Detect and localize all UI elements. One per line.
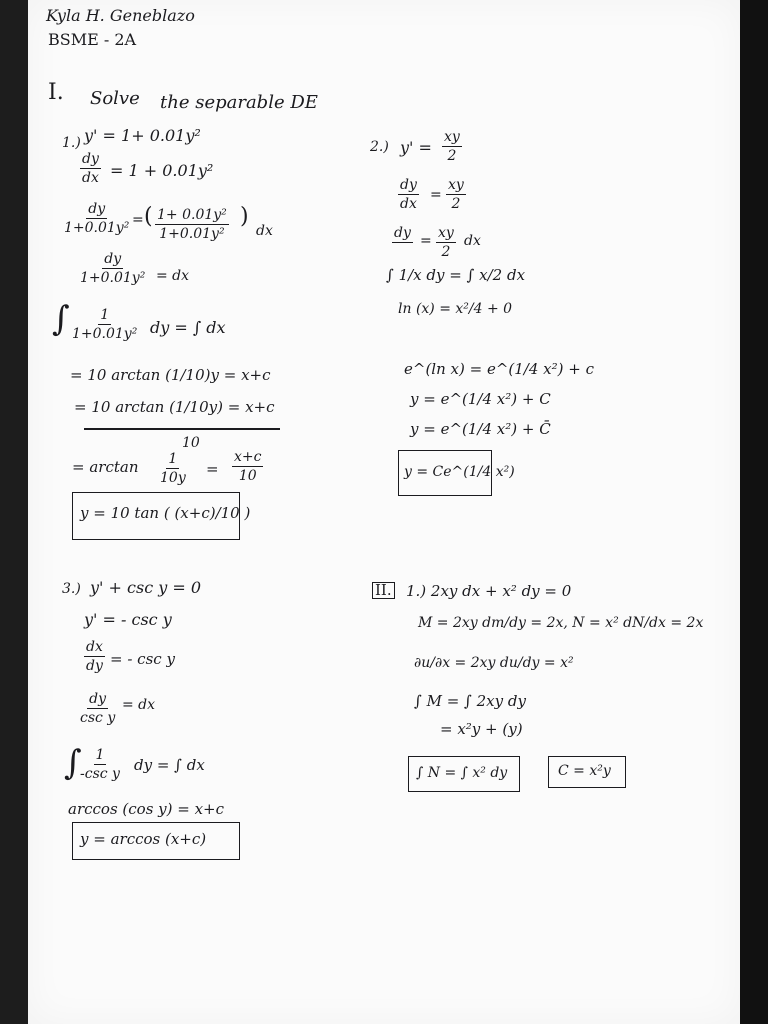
problem-3-step3-fraction: $\frac{dx}{dy}$ bbox=[85, 639, 103, 674]
problem-1-step3-equals: = bbox=[132, 212, 144, 228]
problem-1-equation: y' = 1+ 0.01y² bbox=[84, 126, 201, 145]
part-two-step3: ∂u/∂x = 2xy du/dy = x² bbox=[414, 655, 574, 671]
part-two-step5: = x²y + (y) bbox=[440, 720, 523, 738]
student-name: Kyla H. Geneblazo bbox=[46, 6, 195, 25]
part-two-box-2-text: C = x²y bbox=[558, 763, 611, 779]
problem-3-step6: arccos (cos y) = x+c bbox=[68, 800, 225, 818]
problem-2-step3-dx: dx bbox=[464, 233, 481, 249]
problem-1-step8-lhs: = arctan bbox=[72, 458, 139, 476]
problem-1-label: 1.) bbox=[62, 135, 81, 151]
problem-2-step7: y = e^(1/4 x²) + C bbox=[410, 390, 551, 408]
background-left-edge bbox=[0, 0, 28, 1024]
part-two-step4: ∫ M = ∫ 2xy dy bbox=[414, 692, 526, 710]
part-one-heading-rest: the separable DE bbox=[160, 92, 318, 113]
problem-3-answer: y = arccos (x+c) bbox=[80, 830, 207, 848]
problem-2-step3-equals: = bbox=[420, 233, 432, 249]
problem-2-equation-lhs: y' = bbox=[400, 138, 432, 157]
problem-2-step2-fraction: $\frac{dy}{dx}$ bbox=[400, 177, 417, 212]
problem-3-step3-rhs: = - csc y bbox=[110, 650, 175, 668]
problem-3-integral-sign: ∫ bbox=[64, 743, 82, 783]
problem-2-step4: ∫ 1/x dy = ∫ x/2 dx bbox=[386, 266, 526, 284]
background-right-edge bbox=[740, 0, 768, 1024]
problem-2-step2-equals: = bbox=[430, 187, 442, 203]
problem-1-step2-rhs: = 1 + 0.01y² bbox=[110, 161, 214, 180]
problem-1-step3-paren-left: ( bbox=[144, 204, 153, 229]
problem-3-step5-fraction: 1 -csc y bbox=[80, 747, 120, 782]
problem-2-equation-fraction: $\frac{xy}{2}$ bbox=[444, 129, 460, 164]
part-two-label: II. bbox=[372, 582, 395, 599]
problem-1-step8-rhs-fraction: $\frac{x+c}{10}$ bbox=[234, 449, 262, 484]
problem-3-step5-rhs: dy = ∫ dx bbox=[134, 756, 205, 774]
problem-2-answer: y = Ce^(1/4 x²) bbox=[404, 464, 515, 480]
problem-2-step3-fraction: dy bbox=[394, 225, 411, 241]
part-one-instruction: Solve bbox=[90, 88, 140, 109]
part-two-step2: M = 2xy dm/dy = 2x, N = x² dN/dx = 2x bbox=[418, 615, 704, 631]
problem-2-step5: ln (x) = x²/4 + 0 bbox=[398, 301, 513, 317]
part-one-label: I. bbox=[48, 80, 64, 105]
part-two-equation: 1.) 2xy dx + x² dy = 0 bbox=[406, 582, 572, 600]
problem-1-step6: = 10 arctan (1/10)y = x+c bbox=[70, 366, 271, 384]
problem-1-division-line bbox=[84, 428, 280, 430]
problem-1-step3-dx: dx bbox=[256, 223, 273, 239]
problem-2-step6: e^(ln x) = e^(1/4 x²) + c bbox=[404, 360, 594, 378]
student-section: BSME - 2A bbox=[48, 30, 137, 49]
part-two-box-1-text: ∫ N = ∫ x² dy bbox=[416, 765, 508, 781]
problem-1-step4-fraction: $\frac{dy}{\text{1+0.01y²}}$ bbox=[80, 251, 146, 286]
problem-1-division-denominator: 10 bbox=[182, 435, 200, 451]
problem-1-step3-inner: $\frac{\text{1+ 0.01y²}}{\text{1+0.01y²}}$ bbox=[157, 207, 227, 242]
problem-1-answer: y = 10 tan ( (x+c)/10 ) bbox=[80, 504, 251, 522]
problem-2-step3-rhs: $\frac{xy}{2}$ bbox=[438, 225, 454, 260]
problem-1-step7: = 10 arctan (1/10y) = x+c bbox=[74, 398, 275, 416]
problem-3-equation: y' + csc y = 0 bbox=[90, 578, 202, 597]
problem-1-integral-sign: ∫ bbox=[52, 299, 70, 339]
problem-1-step8-equals: = bbox=[206, 460, 219, 478]
problem-1-step5-rhs: dy = ∫ dx bbox=[150, 318, 226, 337]
problem-2-step8: y = e^(1/4 x²) + C̄ bbox=[410, 420, 551, 438]
problem-3-step4-fraction: dy csc y bbox=[80, 691, 116, 726]
problem-3-step2: y' = - csc y bbox=[84, 610, 172, 629]
problem-1-step3-lhs: $\frac{dy}{\text{1+0.01y²}}$ bbox=[64, 201, 130, 236]
problem-1-step2-fraction: $\frac{dy}{dx}$ bbox=[82, 151, 99, 186]
problem-2-label: 2.) bbox=[370, 139, 389, 155]
problem-1-step4-rhs: = dx bbox=[156, 268, 190, 284]
problem-1-step3-paren-right: ) bbox=[240, 204, 249, 229]
problem-3-step4-rhs: = dx bbox=[122, 697, 156, 713]
problem-2-step2-rhs: $\frac{xy}{2}$ bbox=[448, 177, 464, 212]
problem-1-step5-fraction: $\frac{1}{\text{1+0.01y²}}$ bbox=[72, 307, 138, 342]
problem-1-step8-fraction: $\frac{1}{10y}$ bbox=[160, 451, 186, 486]
problem-3-label: 3.) bbox=[62, 581, 81, 597]
